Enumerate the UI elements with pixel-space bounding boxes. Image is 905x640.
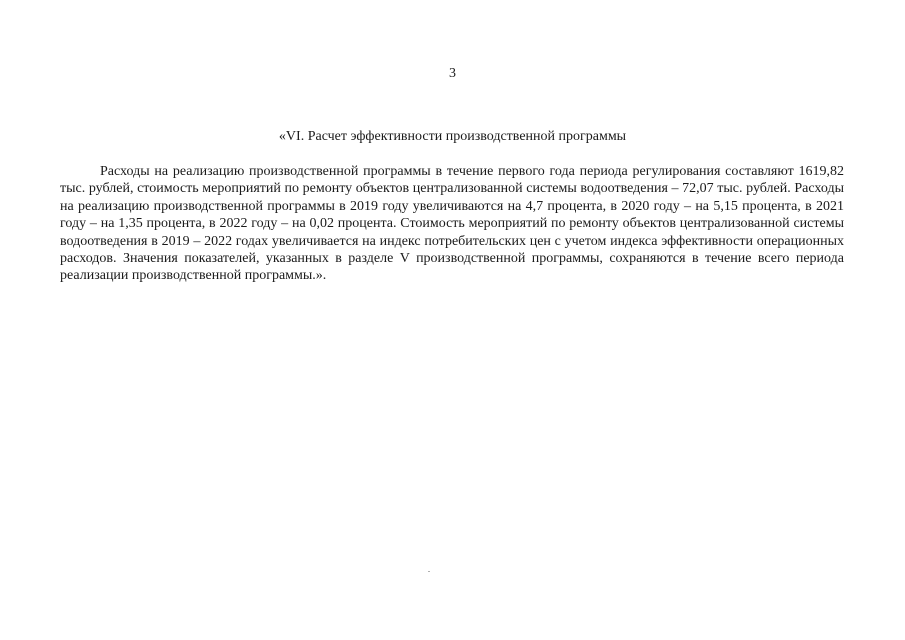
page-number: 3 <box>449 66 456 81</box>
scan-artifact <box>428 571 430 572</box>
body-paragraph: Расходы на реализацию производственной программы в течение первого года периода регулирования составляют 1619,82 тыс. рублей, стоимость мероприятий по ремонту объектов централизованной системы водоотведения – 72,07 тыс. рублей. Расходы на реализацию производственной программы в 2019 году увеличиваются на 4,7 процента, в 2020 году – на 5,15 процента, в 2021 году – на 1,35 процента, в 2022 году – на 0,02 процента. Стоимость мероприятий по ремонту объектов централизованной системы водоотведения в 2019 – 2022 годах увеличивается на индекс потребительских цен с учетом индекса эффективности операционных расходов. Значения показателей, указанных в разделе V производственной программы, сохраняются в течение всего периода реализации производственной программы.». <box>60 164 844 284</box>
section-title: «VI. Расчет эффективности производственной программы <box>278 129 627 144</box>
